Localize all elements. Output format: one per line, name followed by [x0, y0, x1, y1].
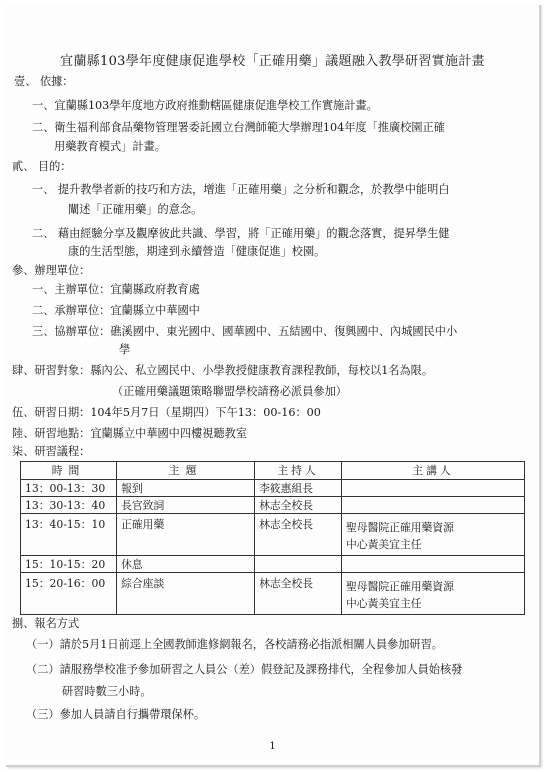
- section-2-item-1-cont: 闡述「正確用藥」的意念。: [68, 203, 203, 216]
- section-2-item-2: 二、 藉由經驗分享及觀摩彼此共識、學習，將「正確用藥」的觀念落實，提昇學生健: [32, 227, 450, 240]
- section-8-item-2: （二）請服務學校准予參加研習之人員公（差）假登記及課務排代，全程參加人員始核發: [26, 663, 463, 676]
- row-topic: 報到: [117, 480, 255, 497]
- row-host: 林志全校長: [255, 497, 342, 514]
- section-3-item-3-cont: 學: [119, 343, 131, 356]
- row-speaker: [341, 480, 524, 497]
- section-1-item-2: 二、衛生福利部食品藥物管理署委託國立台灣師範大學辦理104年度「推廣校園正確: [32, 121, 445, 134]
- table-row: [21, 573, 525, 615]
- row-host: 李筱惠組長: [255, 480, 342, 497]
- table-row: [21, 480, 525, 497]
- row-time: 15：10-15：20: [21, 556, 117, 573]
- row-time: 13：30-13：40: [21, 497, 117, 514]
- section-3-item-2: 二、承辦單位：宜蘭縣立中華國中: [32, 304, 200, 317]
- section-1-item-2-cont: 用藥教育模式」計畫。: [54, 140, 166, 153]
- row-topic: 長官致詞: [117, 497, 255, 514]
- document-title: 宜蘭縣103學年度健康促進學校「正確用藥」議題融入教學研習實施計畫: [60, 54, 485, 69]
- row-host: [255, 556, 342, 573]
- agenda-table: [20, 461, 525, 615]
- section-8-item-1: （一）請於5月1日前逕上全國教師進修網報名，各校請務必指派相關人員參加研習。: [26, 638, 443, 651]
- header-speaker: 主講人: [341, 462, 524, 480]
- section-2-heading: 貳、 目的：: [12, 160, 72, 173]
- table-row: [21, 497, 525, 514]
- table-header-row: [21, 462, 525, 480]
- row-topic: 綜合座談: [117, 573, 255, 615]
- section-3-heading: 參、辦理單位：: [12, 264, 91, 277]
- row-speaker: 聖母醫院正確用藥資源 中心黃美宜主任: [341, 573, 524, 615]
- document-page: [6, 5, 541, 767]
- row-host: 林志全校長: [255, 573, 342, 615]
- header-host: 主持人: [255, 462, 342, 480]
- row-topic: 正確用藥: [117, 514, 255, 556]
- row-host: 林志全校長: [255, 514, 342, 556]
- page-number: 1: [269, 741, 276, 752]
- table-row: [21, 556, 525, 573]
- row-time: 15：20-16：00: [21, 573, 117, 615]
- section-1-heading: 壹、 依據：: [14, 75, 74, 88]
- header-topic: 主題: [117, 462, 255, 480]
- table-row: [21, 514, 525, 556]
- section-8-item-3: （三）參加人員請自行攜帶環保杯。: [26, 708, 206, 721]
- section-3-item-3: 三、協辦單位：礁溪國中、東光國中、國華國中、五結國中、復興國中、內城國民中小: [32, 325, 458, 338]
- section-4-line-2: （正確用藥議題策略聯盟學校請務必派員參加）: [112, 385, 347, 398]
- section-5-date: 伍、研習日期：104年5月7日（星期四）下午13：00-16：00: [12, 406, 321, 419]
- row-speaker: 聖母醫院正確用藥資源 中心黃美宜主任: [341, 514, 524, 556]
- row-topic: 休息: [117, 556, 255, 573]
- section-2-item-1: 一、 提升教學者新的技巧和方法，增進「正確用藥」之分析和觀念，於教學中能明白: [32, 183, 450, 196]
- section-8-item-2-cont: 研習時數三小時。: [62, 685, 152, 698]
- row-speaker: [341, 556, 524, 573]
- section-2-item-2-cont: 康的生活型態，期達到永續營造「健康促進」校園。: [68, 245, 326, 258]
- section-3-item-1: 一、主辦單位：宜蘭縣政府教育處: [32, 283, 200, 296]
- row-time: 13：00-13：30: [21, 480, 117, 497]
- section-4-line-1: 肆、研習對象：縣內公、私立國民中、小學教授健康教育課程教師，每校以1名為限。: [12, 364, 434, 377]
- row-time: 13：40-15：10: [21, 514, 117, 556]
- section-1-item-1: 一、宜蘭縣103學年度地方政府推動轄區健康促進學校工作實施計畫。: [32, 99, 378, 112]
- section-6-venue: 陸、研習地點：宜蘭縣立中華國中四樓視聽教室: [12, 427, 247, 440]
- header-time: 時間: [21, 462, 117, 480]
- section-8-heading: 捌、報名方式: [12, 617, 80, 630]
- section-7-heading: 柒、研習議程：: [12, 445, 91, 458]
- row-speaker: [341, 497, 524, 514]
